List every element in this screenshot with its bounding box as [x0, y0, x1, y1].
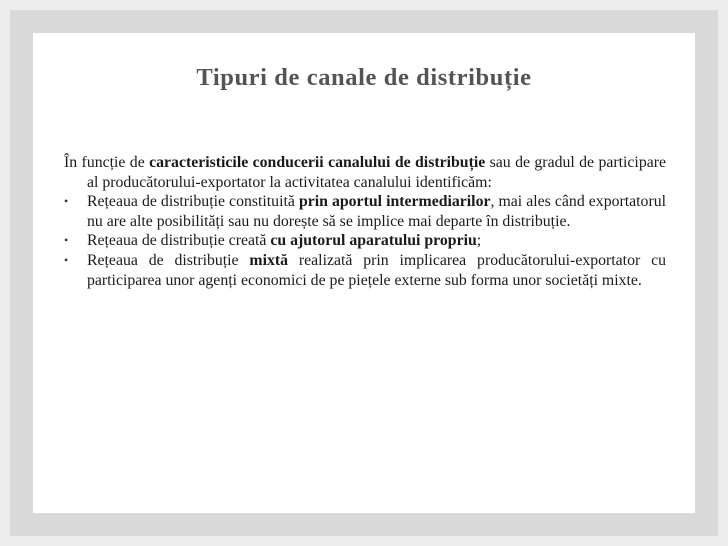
intro-paragraph: [64, 153, 666, 192]
list-item: [64, 192, 666, 231]
item-bold-text: prin aportul intermediarilor: [298, 193, 491, 211]
item-bold-text: cu ajutorul aparatului propriu: [270, 232, 477, 250]
slide-body: [64, 153, 666, 290]
item-text-after: , mai ales când exportatorul nu are alte posibilități sau nu dorește să se implice mai departe în distribuție.: [87, 193, 666, 230]
bullet-icon: •: [64, 194, 69, 209]
item-text-before: Rețeaua de distribuție creată: [87, 232, 271, 250]
item-bold-text: mixtă: [249, 251, 289, 269]
bullet-icon: •: [64, 233, 69, 248]
item-text-after: ;: [476, 232, 482, 250]
slide-content-area: [33, 33, 695, 513]
list-item: [64, 231, 666, 251]
item-text-before: Rețeaua de distribuție: [87, 251, 250, 269]
intro-text-before: În funcție de: [64, 154, 150, 171]
slide-title: Tipuri de canale de distribuție: [196, 64, 532, 91]
bullet-icon: •: [64, 252, 69, 267]
item-text-before: Rețeaua de distribuție constituită: [87, 193, 299, 211]
item-text-after: realizată prin implicarea producătorului-exportator cu participarea unor agenți economici de pe piețele externe sub forma unor societăți mixte.: [87, 251, 667, 289]
intro-text-after: sau de gradul de participare al producătorului-exportator la activitatea canalului identificăm:: [87, 154, 666, 191]
list-item: [64, 251, 666, 290]
slide-frame: [10, 10, 718, 536]
intro-bold-text: caracteristicile conducerii canalului de distribuție: [149, 154, 486, 171]
